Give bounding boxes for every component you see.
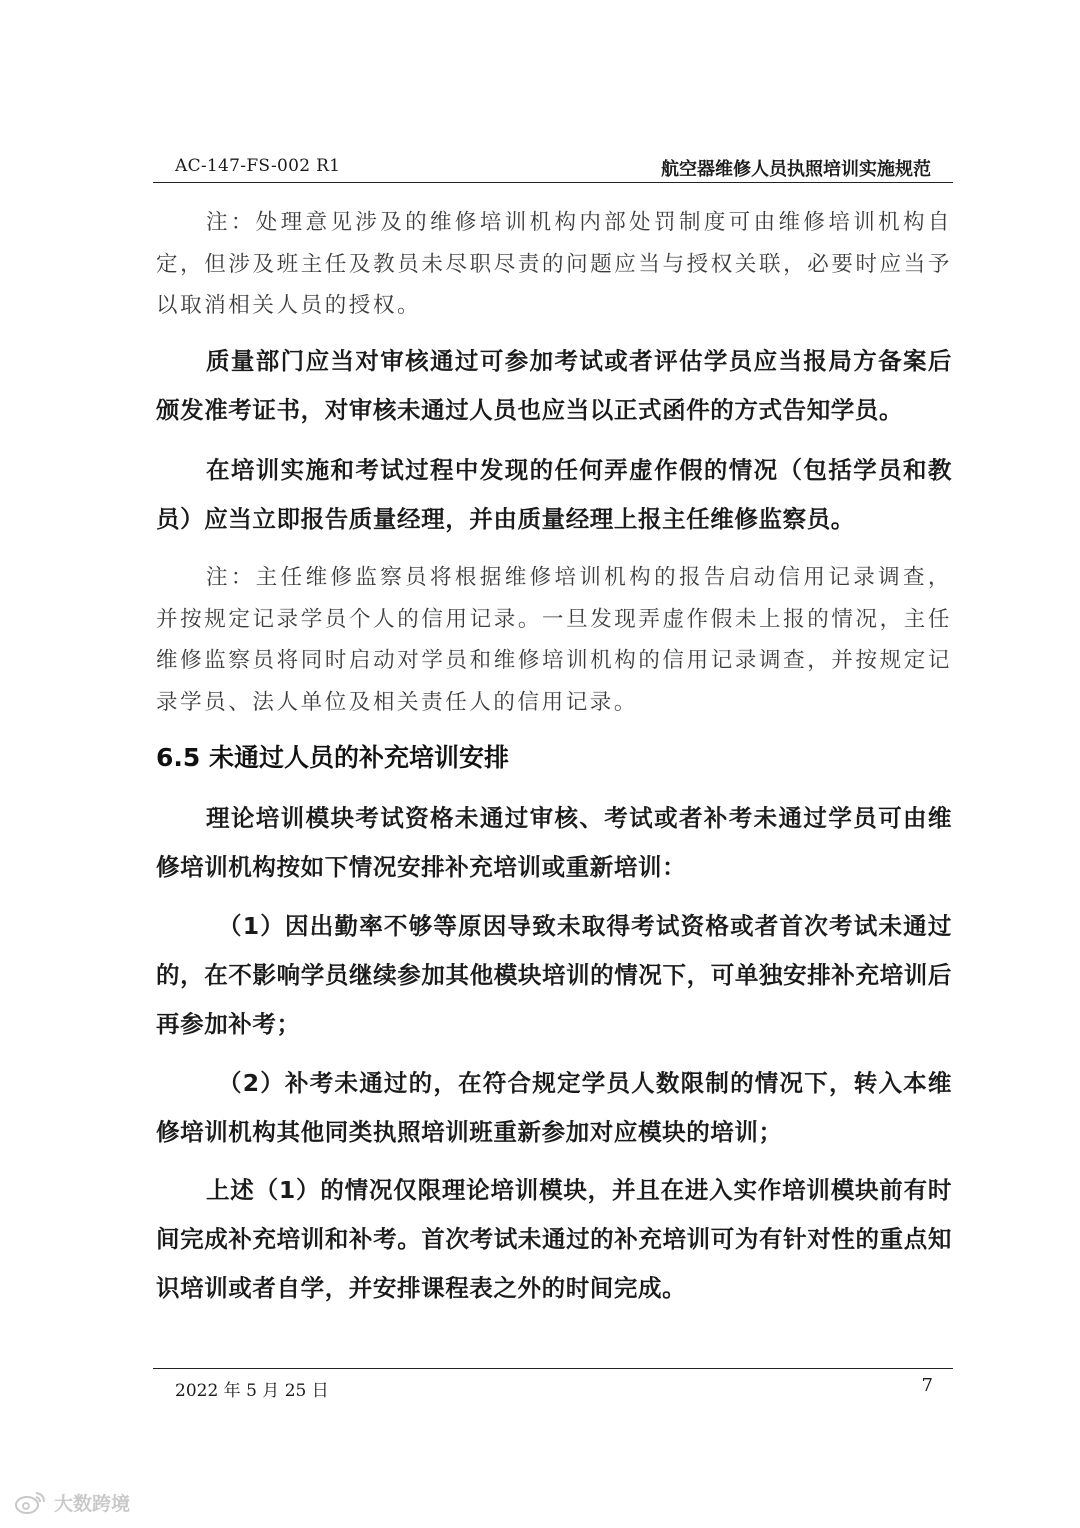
- paragraph-theory-module: 上述（1）的情况仅限理论培训模块，并且在进入实作培训模块前有时间完成补充培训和补考。首次考试未通过的补充培训可为有针对性的重点知识培训或者自学，并安排课程表之外的时间完成。: [156, 1176, 952, 1302]
- page-header: [153, 150, 953, 183]
- note-paragraph-1: 注：处理意见涉及的维修培训机构内部处罚制度可由维修培训机构自定，但涉及班主任及教员未尽职尽责的问题应当与授权关联，必要时应当予以取消相关人员的授权。: [156, 210, 952, 318]
- document-code: AC-147-FS-002 R1: [175, 156, 341, 176]
- paragraph-supplementary-intro: 理论培训模块考试资格未通过审核、考试或者补考未通过学员可由维修培训机构按如下情况安排补充培训或重新培训：: [156, 804, 952, 881]
- issue-date: 2022 年 5 月 25 日: [175, 1381, 329, 1401]
- paragraph-fraud-report: 在培训实施和考试过程中发现的任何弄虚作假的情况（包括学员和教员）应当立即报告质量经理，并由质量经理上报主任维修监察员。: [156, 456, 952, 533]
- weibo-logo-icon: [14, 1489, 48, 1515]
- note-paragraph-2: 注：主任维修监察员将根据维修培训机构的报告启动信用记录调查，并按规定记录学员个人的信用记录。一旦发现弄虚作假未上报的情况，主任维修监察员将同时启动对学员和维修培训机构的信用记录调查，并按规定记录学员、法人单位及相关责任人的信用记录。: [156, 565, 952, 715]
- paragraph-quality-dept: 质量部门应当对审核通过可参加考试或者评估学员应当报局方备案后颁发准考证书，对审核未通过人员也应当以正式函件的方式告知学员。: [156, 347, 952, 424]
- page-number: 7: [921, 1375, 933, 1396]
- section-heading-6-5: 6.5 未通过人员的补充培训安排: [156, 743, 509, 772]
- list-item-2: （2）补考未通过的，在符合规定学员人数限制的情况下，转入本维修培训机构其他同类执照培训班重新参加对应模块的培训；: [156, 1069, 952, 1146]
- watermark-text: 大数跨境: [54, 1492, 131, 1515]
- watermark: [14, 1488, 130, 1516]
- list-item-1: （1）因出勤率不够等原因导致未取得考试资格或者首次考试未通过的，在不影响学员继续参加其他模块培训的情况下，可单独安排补充培训后再参加补考；: [156, 912, 952, 1038]
- document-title: 航空器维修人员执照培训实施规范: [661, 159, 931, 180]
- page-footer: [153, 1368, 953, 1409]
